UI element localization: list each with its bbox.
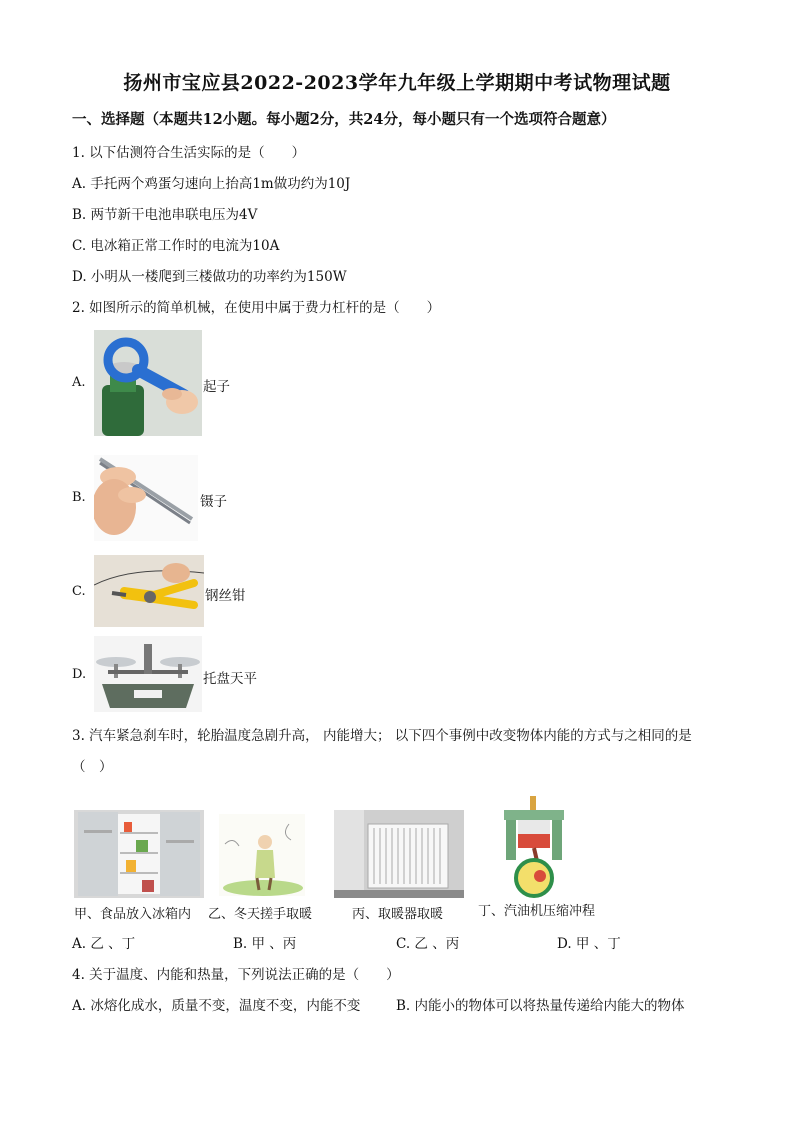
q2-option-d-letter: D. [72, 667, 87, 682]
q2-stem: 2. 如图所示的简单机械，在使用中属于费力杠杆的是（ ） [72, 300, 441, 316]
q1-option-b: B. 两节新干电池串联电压为4V [72, 207, 258, 223]
bottle-opener-photo [94, 330, 202, 436]
rubbing-hands-illustration [219, 814, 305, 896]
page-title: 扬州市宝应县2022-2023学年九年级上学期期中考试物理试题 [123, 72, 671, 94]
q2-option-c-label: 钢丝钳 [205, 588, 246, 604]
q2-option-a-label: 起子 [203, 379, 230, 395]
section-heading: 一、选择题（本题共12小题。每小题2分，共24分，每小题只有一个选项符合题意） [72, 111, 616, 128]
q3-caption-jia: 甲、食品放入冰箱内 [74, 907, 192, 922]
tweezers-photo [94, 455, 198, 541]
q4-option-a: A. 冰熔化成水，质量不变，温度不变，内能不变 [72, 998, 361, 1014]
q3-option-c: C. 乙 、丙 [396, 936, 460, 952]
q1-option-a: A. 手托两个鸡蛋匀速向上抬高1m做功约为10J [72, 176, 351, 192]
q4-option-b: B. 内能小的物体可以将热量传递给内能大的物体 [396, 998, 685, 1014]
q1-option-d: D. 小明从一楼爬到三楼做功的功率约为150W [72, 269, 347, 285]
pliers-photo [94, 555, 204, 627]
q2-option-d-label: 托盘天平 [203, 671, 257, 687]
radiator-photo [334, 810, 464, 898]
q3-caption-yi: 乙、冬天搓手取暖 [208, 907, 313, 922]
q1-stem: 1. 以下估测符合生活实际的是（ ） [72, 145, 306, 161]
engine-diagram [494, 796, 574, 900]
q3-caption-ding: 丁、汽油机压缩冲程 [478, 904, 596, 919]
q3-stem-line2: （ ） [72, 759, 113, 775]
q2-option-c-letter: C. [72, 584, 86, 599]
balance-scale-photo [94, 636, 202, 712]
q1-option-c: C. 电冰箱正常工作时的电流为10A [72, 238, 280, 254]
q3-option-d: D. 甲 、丁 [557, 936, 621, 952]
q3-option-a: A. 乙 、丁 [72, 936, 136, 952]
q3-option-b: B. 甲 、丙 [233, 936, 297, 952]
q2-option-b-label: 镊子 [200, 494, 227, 510]
q2-option-b-letter: B. [72, 490, 86, 505]
q3-stem-line1: 3. 汽车紧急刹车时，轮胎温度急剧升高， 内能增大； 以下四个事例中改变物体内能的方式与之相同的是 [72, 728, 692, 744]
q3-caption-bing: 丙、取暖器取暖 [352, 907, 444, 922]
fridge-photo [74, 810, 204, 898]
q2-option-a-letter: A. [72, 375, 86, 390]
q4-stem: 4. 关于温度、内能和热量，下列说法正确的是（ ） [72, 967, 400, 983]
